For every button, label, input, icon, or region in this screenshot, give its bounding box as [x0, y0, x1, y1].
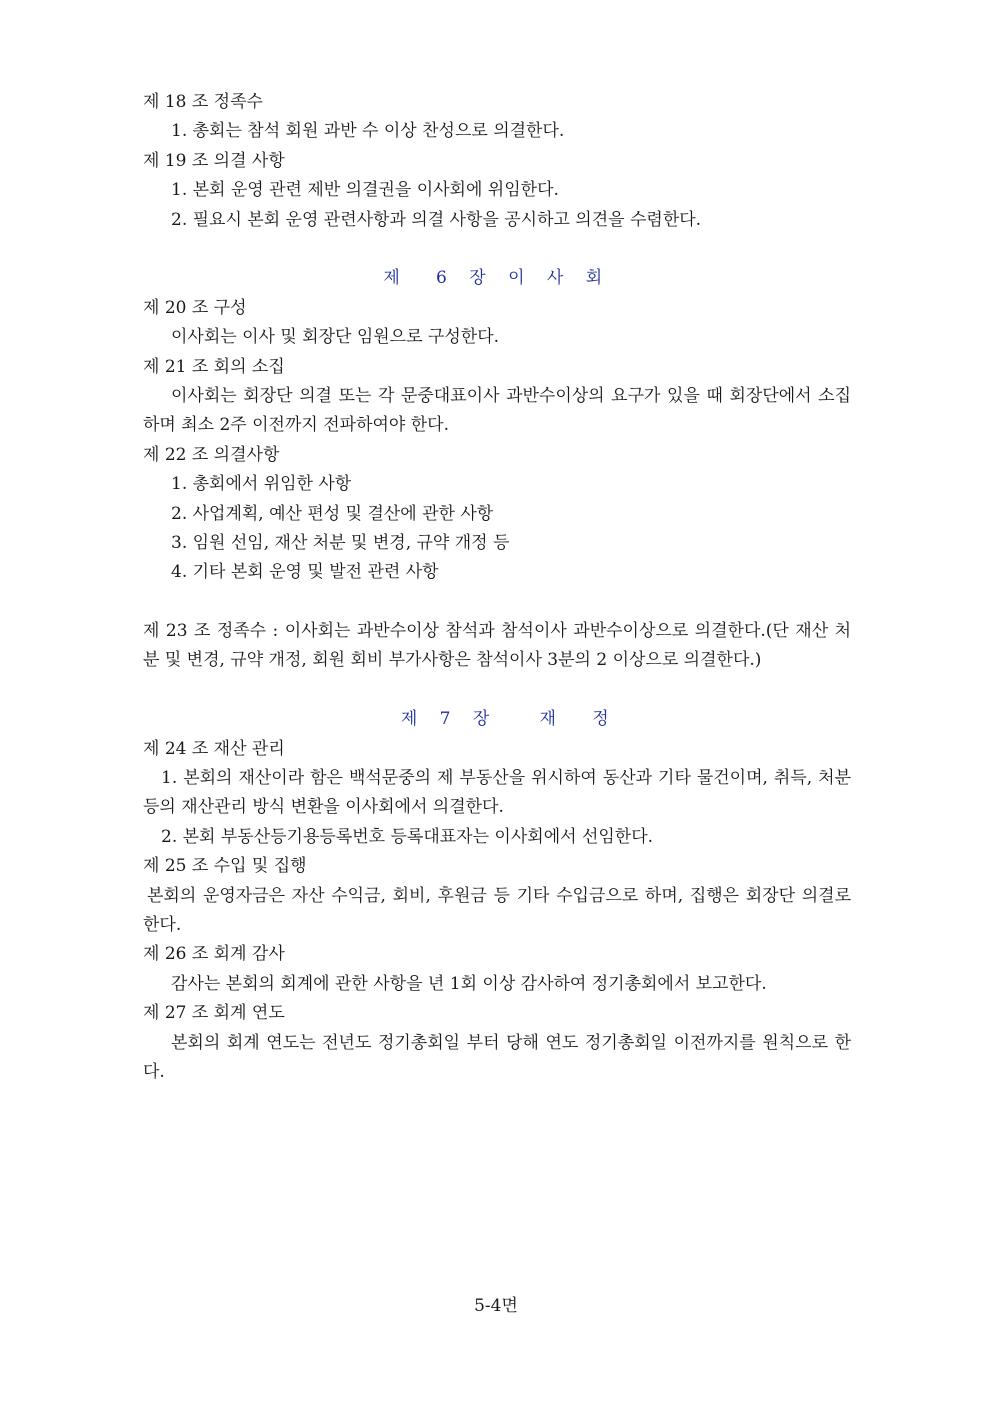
article-19-heading: 제 19 조 의결 사항	[143, 150, 285, 171]
article-22-item-4: 4. 기타 본회 운영 및 발전 관련 사항	[171, 562, 439, 583]
article-24-item-2: 2. 본회 부동산등기용등록번호 등록대표자는 이사회에서 선임한다.	[161, 826, 654, 847]
article-24-heading: 제 24 조 재산 관리	[143, 738, 285, 759]
article-22-heading: 제 22 조 의결사항	[143, 444, 280, 465]
article-25-body: 본회의 운영자금은 자산 수익금, 회비, 후원금 등 기타 수입금으로 하며, 집행은 회장단 의결로 한다.	[143, 885, 851, 936]
article-26-body: 감사는 본회의 회계에 관한 사항을 년 1회 이상 감사하여 정기총회에서 보고한다.	[171, 973, 767, 994]
article-18-heading: 제 18 조 정족수	[143, 92, 263, 112]
article-22-item-2: 2. 사업계획, 예산 편성 및 결산에 관한 사항	[171, 503, 494, 524]
article-21-heading: 제 21 조 회의 소집	[143, 356, 285, 377]
chapter-6-title: 제 6 장 이 사 회	[383, 268, 611, 289]
article-26-heading: 제 26 조 회계 감사	[143, 944, 285, 965]
article-18-item-1: 1. 총회는 참석 회원 과반 수 이상 찬성으로 의결한다.	[171, 121, 565, 142]
article-27-heading: 제 27 조 회계 연도	[143, 1003, 285, 1024]
spacer	[143, 235, 851, 264]
article-21-body: 이사회는 회장단 의결 또는 각 문중대표이사 과반수이상의 요구가 있을 때 회장단에서 소집하며 최소 2주 이전까지 전파하여야 한다.	[143, 385, 851, 436]
spacer	[143, 588, 851, 617]
article-22-item-1: 1. 총회에서 위임한 사항	[171, 474, 352, 495]
article-20-body: 이사회는 이사 및 회장단 임원으로 구성한다.	[171, 327, 500, 348]
document-body	[143, 88, 851, 1087]
article-27-body: 본회의 회계 연도는 전년도 정기총회일 부터 당해 연도 정기총회일 이전까지를 원칙으로 한다.	[143, 1032, 851, 1083]
article-24-item-1: 1. 본회의 재산이라 함은 백석문중의 제 부동산을 위시하여 동산과 기타 물건이며, 취득, 처분 등의 재산관리 방식 변환을 이사회에서 의결한다.	[143, 768, 851, 818]
article-25-heading: 제 25 조 수입 및 집행	[143, 856, 307, 877]
article-22-item-3: 3. 임원 선임, 재산 처분 및 변경, 규약 개정 등	[171, 532, 510, 553]
spacer	[143, 676, 851, 705]
article-19-item-2: 2. 필요시 본회 운영 관련사항과 의결 사항을 공시하고 의견을 수렴한다.	[171, 209, 702, 230]
page-number: 5-4면	[474, 1296, 518, 1316]
chapter-7-title: 제 7 장 재 정	[400, 709, 618, 730]
article-20-heading: 제 20 조 구성	[143, 297, 247, 318]
article-19-item-1: 1. 본회 운영 관련 제반 의결권을 이사회에 위임한다.	[171, 180, 559, 201]
article-23-body: 제 23 조 정족수 : 이사회는 과반수이상 참석과 참석이사 과반수이상으로 의결한다.(단 재산 처분 및 변경, 규약 개정, 회원 회비 부가사항은 참석이사 3분의 2 이상으로 의결한다.)	[143, 621, 851, 671]
